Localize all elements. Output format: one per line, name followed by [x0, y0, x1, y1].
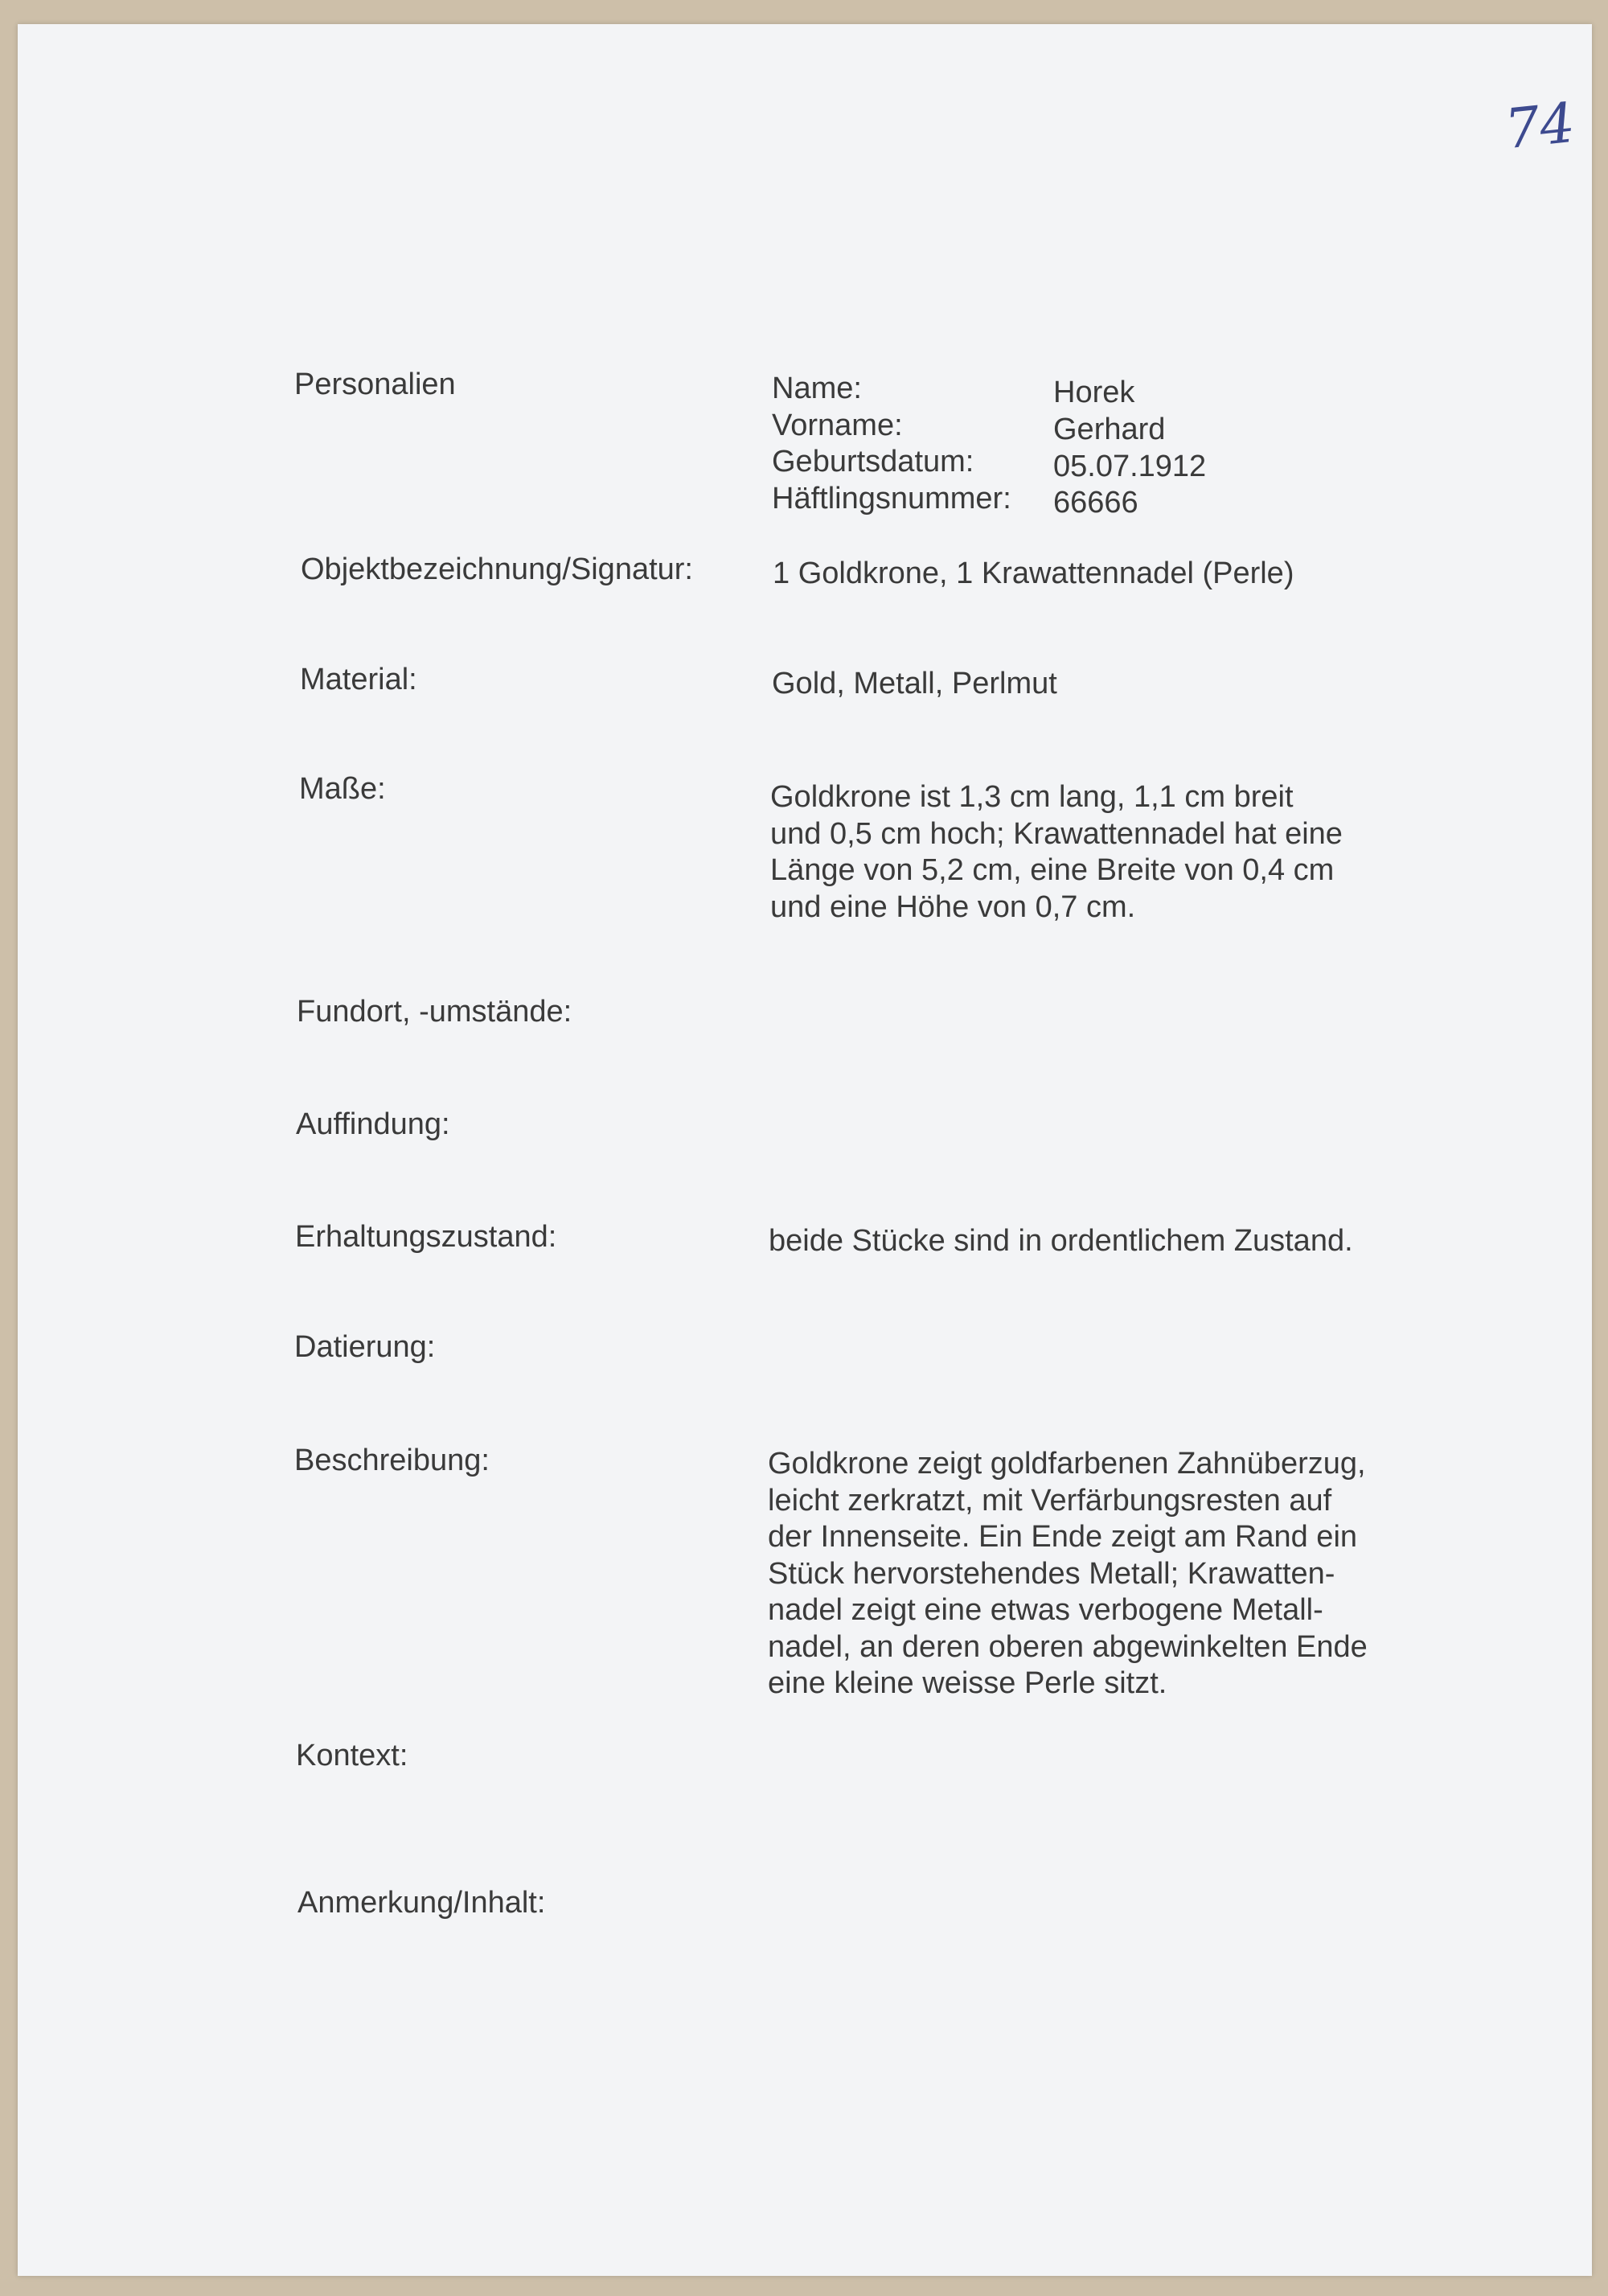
value-objektbezeichnung: 1 Goldkrone, 1 Krawattennadel (Perle)	[773, 557, 1294, 590]
label-objektbezeichnung: Objektbezeichnung/Signatur:	[301, 552, 693, 586]
field-value-geburtsdatum: 05.07.1912	[1053, 450, 1207, 483]
field-value-vorname: Gerhard	[1053, 413, 1166, 446]
label-fundort: Fundort, -umstände:	[297, 995, 572, 1029]
field-value-haeftlingsnummer: 66666	[1053, 486, 1138, 520]
beschreibung-line: nadel zeigt eine etwas verbogene Metall-	[768, 1593, 1323, 1627]
beschreibung-line: Goldkrone zeigt goldfarbenen Zahnüberzug,	[768, 1447, 1366, 1481]
label-personalien: Personalien	[294, 368, 456, 401]
masse-line: und 0,5 cm hoch; Krawattennadel hat eine	[770, 817, 1343, 851]
masse-line: Goldkrone ist 1,3 cm lang, 1,1 cm breit	[770, 780, 1294, 814]
field-key-geburtsdatum: Geburtsdatum:	[772, 445, 974, 479]
label-kontext: Kontext:	[296, 1739, 408, 1772]
masse-line: und eine Höhe von 0,7 cm.	[770, 890, 1136, 924]
page-number: 74	[1502, 91, 1578, 162]
beschreibung-line: eine kleine weisse Perle sitzt.	[768, 1666, 1167, 1700]
beschreibung-line: nadel, an deren oberen abgewinkelten Ende	[768, 1630, 1368, 1664]
beschreibung-line: Stück hervorstehendes Metall; Krawatten-	[768, 1557, 1335, 1591]
label-datierung: Datierung:	[294, 1330, 436, 1364]
label-beschreibung: Beschreibung:	[294, 1444, 490, 1477]
label-erhaltungszustand: Erhaltungszustand:	[295, 1220, 557, 1254]
beschreibung-line: leicht zerkratzt, mit Verfärbungsresten auf	[768, 1484, 1332, 1518]
field-key-vorname: Vorname:	[772, 409, 903, 442]
field-key-name: Name:	[772, 372, 862, 405]
masse-line: Länge von 5,2 cm, eine Breite von 0,4 cm	[770, 853, 1335, 887]
label-anmerkung: Anmerkung/Inhalt:	[297, 1886, 546, 1920]
field-key-haeftlingsnummer: Häftlingsnummer:	[772, 482, 1011, 515]
label-auffindung: Auffindung:	[296, 1107, 450, 1141]
label-masse: Maße:	[299, 772, 386, 806]
document-page	[18, 24, 1592, 2276]
value-erhaltungszustand: beide Stücke sind in ordentlichem Zustand.	[769, 1224, 1353, 1258]
label-material: Material:	[300, 663, 417, 696]
beschreibung-line: der Innenseite. Ein Ende zeigt am Rand ein	[768, 1520, 1358, 1554]
field-value-name: Horek	[1053, 376, 1135, 409]
value-material: Gold, Metall, Perlmut	[772, 667, 1057, 700]
